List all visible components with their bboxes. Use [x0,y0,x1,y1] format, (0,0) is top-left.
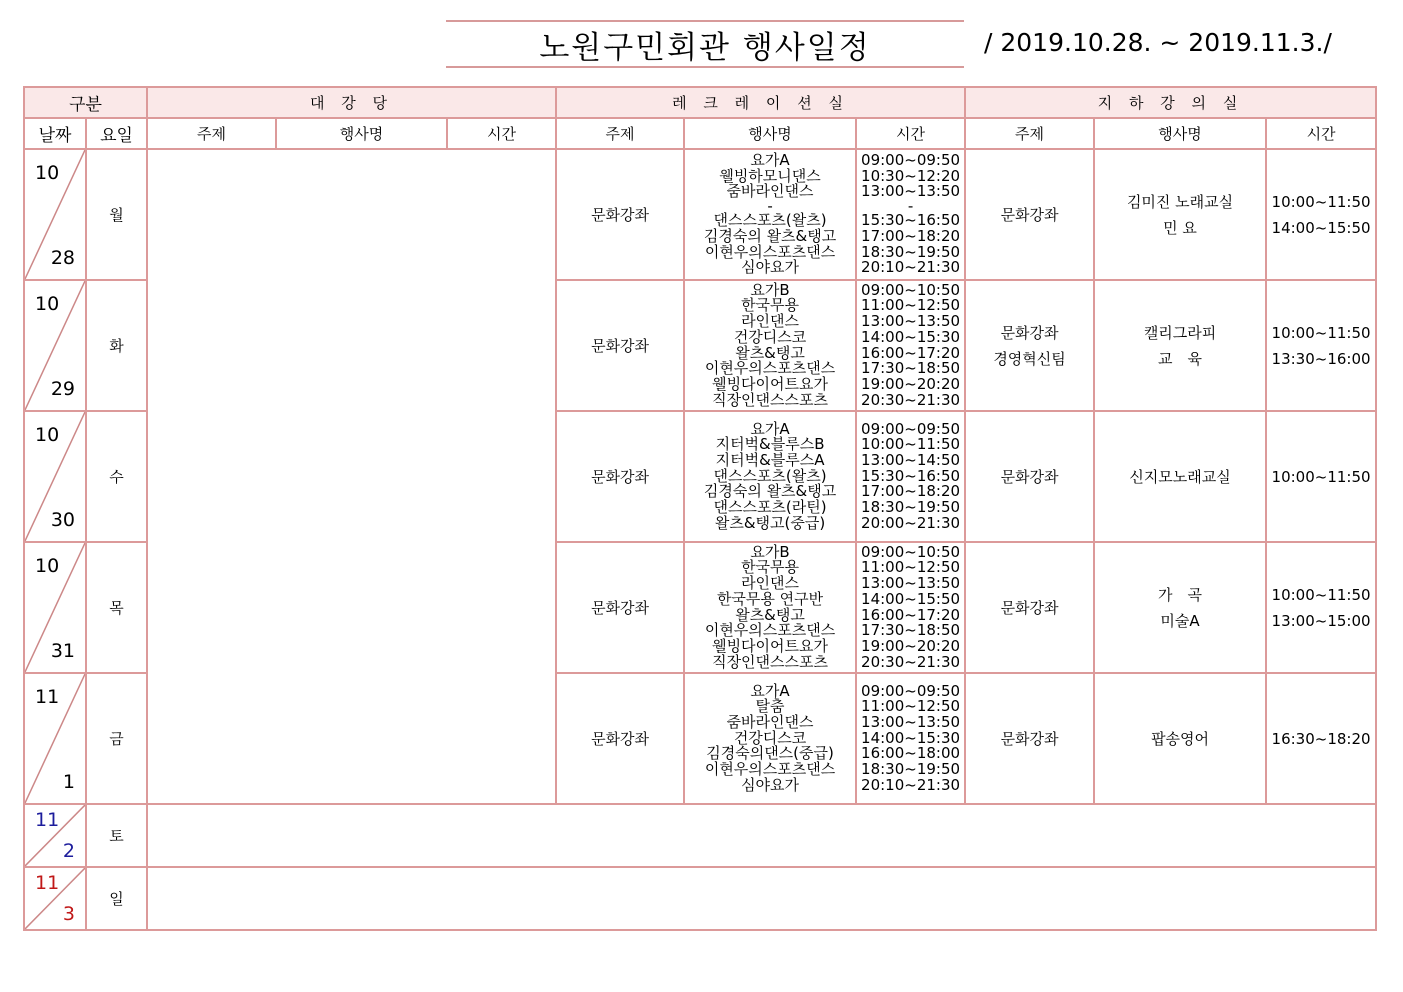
base-subject-item: 문화강좌 [1000,323,1059,342]
rec-event-item: 웰빙다이어트요가 [712,374,828,393]
base-event-item: 민 요 [1163,218,1197,237]
base-times [1266,411,1376,542]
base-time-item: 10:00~11:50 [1271,192,1371,211]
rec-time-item: - [907,197,914,216]
base-subject [965,149,1094,280]
rec-time-item: 09:00~10:50 [861,280,961,299]
base-time-item: 16:30~18:20 [1271,729,1371,748]
rec-event-item: 심야요가 [741,775,800,794]
weekday-cell: 토 [86,804,147,867]
weekday-cell: 목 [86,542,147,673]
rec-time-item: 17:30~18:50 [861,359,961,378]
rec-events [684,673,856,804]
rec-time-item: 14:00~15:50 [861,589,961,608]
base-time-item: 10:00~11:50 [1271,323,1371,342]
rec-events [684,411,856,542]
page-title: 노원구민회관 행사일정 [446,20,964,68]
rec-event-item: 탈춤 [755,697,785,716]
date-cell [24,542,86,673]
rec-times [856,149,965,280]
base-event-item: 미술A [1160,611,1200,630]
rec-event-item: 건강디스코 [733,327,807,346]
date-month: 10 [35,293,60,315]
date-cell [24,149,86,280]
weekday-cell: 일 [86,867,147,930]
base-subject-item: 문화강좌 [1000,598,1059,617]
base-times [1266,280,1376,411]
saturday-empty-area [147,804,1376,867]
base-subject-item: 문화강좌 [1000,729,1059,748]
rec-event-item: 댄스스포츠(왈츠) [713,211,827,230]
rec-event-item: 김경숙의 왈츠&탱고 [703,226,837,245]
rec-event-item: 라인댄스 [741,312,800,331]
rec-event-item: 심야요가 [741,258,800,277]
rec-event-item: 이현우의스포츠댄스 [704,242,836,261]
rec-event-item: 웰빙다이어트요가 [712,636,828,655]
rec-time-item: 19:00~20:20 [861,374,961,393]
header-base-subject: 주제 [965,118,1094,149]
rec-time-item: 20:10~21:30 [861,258,961,277]
base-time-item: 13:30~16:00 [1271,349,1371,368]
rec-time-item: 17:00~18:20 [861,482,961,501]
date-cell [24,280,86,411]
header-rec-event: 행사명 [684,118,856,149]
weekday-cell: 금 [86,673,147,804]
rec-event-item: 직장인댄스스포츠 [712,390,828,409]
date-cell [24,867,86,930]
date-month: 10 [35,162,60,184]
rec-event-item: 직장인댄스스포츠 [712,652,828,671]
date-day: 28 [50,247,75,269]
base-event-item: 신지모노래교실 [1129,467,1231,486]
header-gubun: 구분 [24,87,147,118]
header-date: 날짜 [24,118,86,149]
base-event-item: 캘리그라피 [1143,323,1217,342]
schedule-table [23,86,1377,931]
header-rec-subject: 주제 [556,118,684,149]
rec-event-item: 요가B [750,280,790,299]
rec-event-item: 김경숙의 왈츠&탱고 [703,482,837,501]
date-day: 3 [62,903,75,925]
rec-time-item: 11:00~12:50 [861,558,961,577]
rec-time-item: 14:00~15:30 [861,327,961,346]
rec-time-item: 20:10~21:30 [861,775,961,794]
header-weekday: 요일 [86,118,147,149]
header-base-event: 행사명 [1094,118,1266,149]
rec-subject: 문화강좌 [556,280,684,411]
rec-event-item: 건강디스코 [733,728,807,747]
header-basement-lecture-room: 지 하 강 의 실 [965,87,1376,118]
rec-time-item: 20:30~21:30 [861,390,961,409]
rec-event-item: 라인댄스 [741,574,800,593]
rec-event-item: 줌바라인댄스 [726,712,814,731]
day-row-sat [24,804,1376,867]
rec-subject: 문화강좌 [556,673,684,804]
rec-times [856,411,965,542]
rec-time-item: 16:00~17:20 [861,605,961,624]
rec-time-item: 18:30~19:50 [861,760,961,779]
rec-subject: 문화강좌 [556,149,684,280]
base-event-item: 팝송영어 [1151,729,1210,748]
rec-time-item: 10:30~12:20 [861,166,961,185]
date-month: 11 [35,872,60,894]
date-month: 11 [35,686,60,708]
rec-times [856,542,965,673]
base-events [1094,542,1266,673]
rec-event-item: 이현우의스포츠댄스 [704,359,836,378]
rec-time-item: 13:00~13:50 [861,312,961,331]
rec-event-item: 웰빙하모니댄스 [719,166,821,185]
rec-time-item: 15:30~16:50 [861,211,961,230]
rec-events [684,280,856,411]
rec-time-item: 09:00~10:50 [861,542,961,561]
date-month: 11 [35,809,60,831]
header-aud-subject: 주제 [147,118,276,149]
base-event-item: 교 육 [1158,349,1203,368]
rec-event-item: 요가A [750,151,790,170]
header-aud-time: 시간 [447,118,556,149]
base-events [1094,673,1266,804]
base-event-item: 김미진 노래교실 [1126,192,1234,211]
base-time-item: 10:00~11:50 [1271,467,1371,486]
rec-event-item: 지터벅&블루스B [715,435,825,454]
rec-time-item: 11:00~12:50 [861,697,961,716]
header-aud-event: 행사명 [276,118,447,149]
day-row-mon [24,149,1376,280]
base-subject [965,673,1094,804]
rec-event-item: 요가B [750,542,790,561]
rec-time-item: 14:00~15:30 [861,728,961,747]
rec-event-item: 댄스스포츠(라틴) [713,498,827,517]
date-cell [24,673,86,804]
date-cell [24,411,86,542]
header-auditorium: 대 강 당 [147,87,556,118]
rec-event-item: 한국무용 연구반 [716,589,824,608]
rec-time-item: 16:00~17:20 [861,343,961,362]
rec-time-item: 13:00~13:50 [861,574,961,593]
rec-events [684,149,856,280]
date-month: 10 [35,424,60,446]
header-rec-time: 시간 [856,118,965,149]
base-events [1094,149,1266,280]
base-subject [965,411,1094,542]
header-row-rooms [24,87,1376,118]
rec-time-item: 11:00~12:50 [861,296,961,315]
header-row-columns [24,118,1376,149]
rec-time-item: 17:00~18:20 [861,226,961,245]
rec-times [856,280,965,411]
rec-event-item: 줌바라인댄스 [726,182,814,201]
rec-event-item: - [767,197,773,216]
base-subject [965,542,1094,673]
rec-time-item: 13:00~14:50 [861,450,961,469]
rec-time-item: 20:30~21:30 [861,652,961,671]
date-day: 31 [50,640,75,662]
base-events [1094,411,1266,542]
weekday-cell: 수 [86,411,147,542]
base-times [1266,149,1376,280]
rec-event-item: 요가A [750,419,790,438]
rec-time-item: 18:30~19:50 [861,242,961,261]
base-subject-item: 문화강좌 [1000,205,1059,224]
rec-event-item: 한국무용 [741,558,800,577]
base-subject-item: 경영혁신팀 [993,349,1066,368]
rec-subject: 문화강좌 [556,542,684,673]
rec-event-item: 지터벅&블루스A [715,450,825,469]
weekday-cell: 월 [86,149,147,280]
rec-time-item: 09:00~09:50 [861,419,961,438]
period-label: / 2019.10.28. ~ 2019.11.3./ [984,28,1332,57]
rec-event-item: 김경숙의댄스(중급) [706,744,834,763]
date-day: 2 [62,840,75,862]
date-month: 10 [35,555,60,577]
date-day: 29 [50,378,75,400]
base-time-item: 10:00~11:50 [1271,585,1371,604]
rec-time-item: 16:00~18:00 [861,744,961,763]
base-event-item: 가 곡 [1158,585,1203,604]
rec-time-item: 19:00~20:20 [861,636,961,655]
rec-event-item: 왈츠&탱고 [735,605,805,624]
base-subject-item: 문화강좌 [1000,467,1059,486]
rec-events [684,542,856,673]
rec-event-item: 이현우의스포츠댄스 [704,760,836,779]
rec-time-item: 09:00~09:50 [861,151,961,170]
rec-times [856,673,965,804]
rec-event-item: 댄스스포츠(왈츠) [713,466,827,485]
date-cell [24,804,86,867]
auditorium-empty-area [147,149,556,804]
rec-subject: 문화강좌 [556,411,684,542]
base-events [1094,280,1266,411]
weekday-cell: 화 [86,280,147,411]
date-day: 1 [62,771,75,793]
rec-time-item: 20:00~21:30 [861,513,961,532]
rec-time-item: 13:00~13:50 [861,182,961,201]
rec-event-item: 한국무용 [741,296,800,315]
rec-time-item: 15:30~16:50 [861,466,961,485]
base-subject [965,280,1094,411]
rec-time-item: 10:00~11:50 [861,435,961,454]
header-base-time: 시간 [1266,118,1376,149]
base-times [1266,542,1376,673]
rec-time-item: 13:00~13:50 [861,712,961,731]
day-row-sun [24,867,1376,930]
header-recreation-room: 레 크 레 이 션 실 [556,87,965,118]
rec-time-item: 18:30~19:50 [861,498,961,517]
rec-time-item: 09:00~09:50 [861,681,961,700]
rec-time-item: 17:30~18:50 [861,621,961,640]
rec-event-item: 왈츠&탱고 [735,343,805,362]
sunday-empty-area [147,867,1376,930]
base-time-item: 14:00~15:50 [1271,218,1371,237]
rec-event-item: 요가A [750,681,790,700]
date-day: 30 [50,509,75,531]
base-time-item: 13:00~15:00 [1271,611,1371,630]
rec-event-item: 왈츠&탱고(중급) [714,513,826,532]
rec-event-item: 이현우의스포츠댄스 [704,621,836,640]
base-times [1266,673,1376,804]
